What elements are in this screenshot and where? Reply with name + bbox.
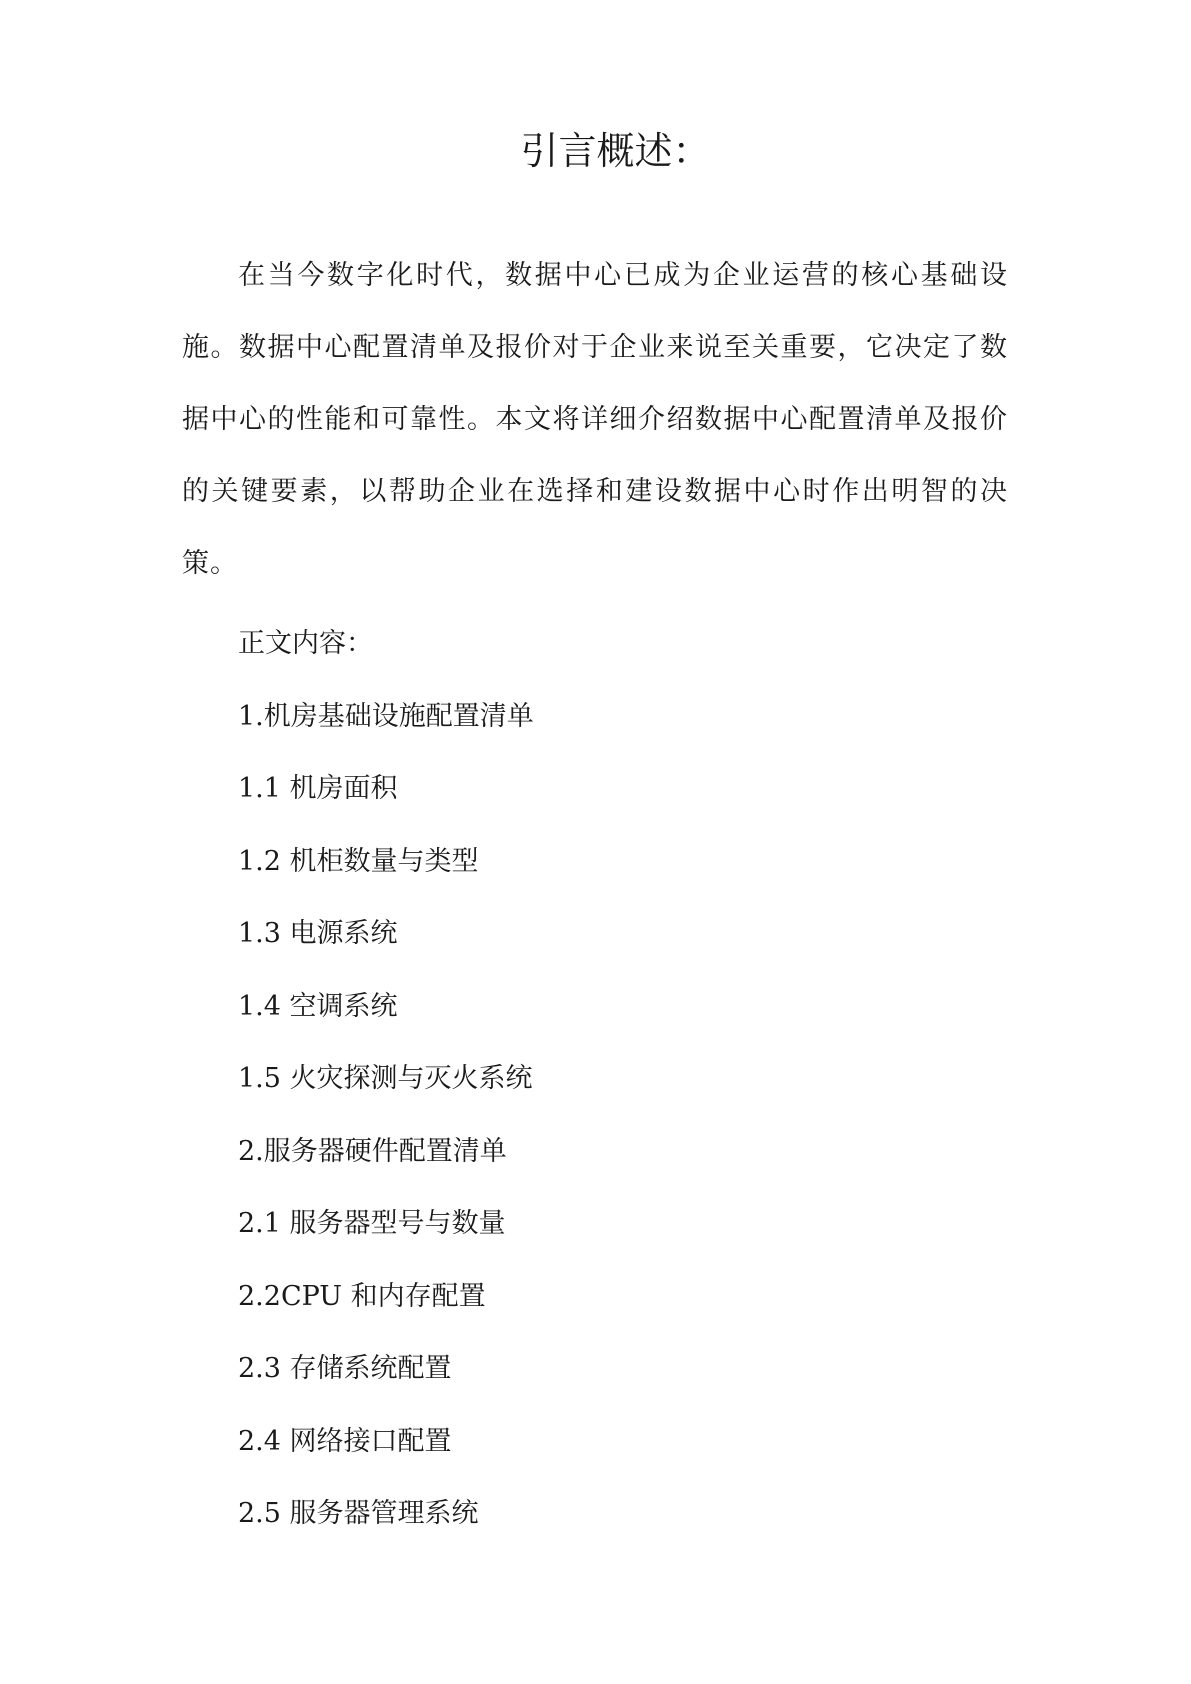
page-title: 引言概述：	[520, 129, 711, 173]
body-heading: 正文内容：	[238, 628, 373, 659]
subsection-item: 1.3 电源系统	[238, 918, 398, 949]
section-outline	[238, 608, 534, 1551]
subsection-item: 2.3 存储系统配置	[238, 1353, 452, 1384]
subsection-item: 2.4 网络接口配置	[238, 1425, 452, 1457]
subsection-item: 2.2CPU 和内存配置	[238, 1280, 486, 1312]
subsection-item: 2.5 服务器管理系统	[238, 1498, 479, 1529]
intro-paragraph: 在当今数字化时代，数据中心已成为企业运营的核心基础设施。数据中心配置清单及报价对于企业来说至关重要，它决定了数据中心的性能和可靠性。本文将详细介绍数据中心配置清单及报价的关键要素，以帮助企业在选择和建设数据中心时作出明智的决策。	[182, 260, 1008, 579]
section-heading: 1.机房基础设施配置清单	[238, 700, 534, 732]
subsection-item: 2.1 服务器型号与数量	[238, 1208, 506, 1239]
subsection-item: 1.2 机柜数量与类型	[238, 845, 479, 877]
subsection-item: 1.5 火灾探测与灭火系统	[238, 1063, 533, 1094]
subsection-item: 1.4 空调系统	[238, 990, 398, 1022]
subsection-item: 1.1 机房面积	[238, 773, 398, 804]
section-heading: 2.服务器硬件配置清单	[238, 1135, 507, 1167]
